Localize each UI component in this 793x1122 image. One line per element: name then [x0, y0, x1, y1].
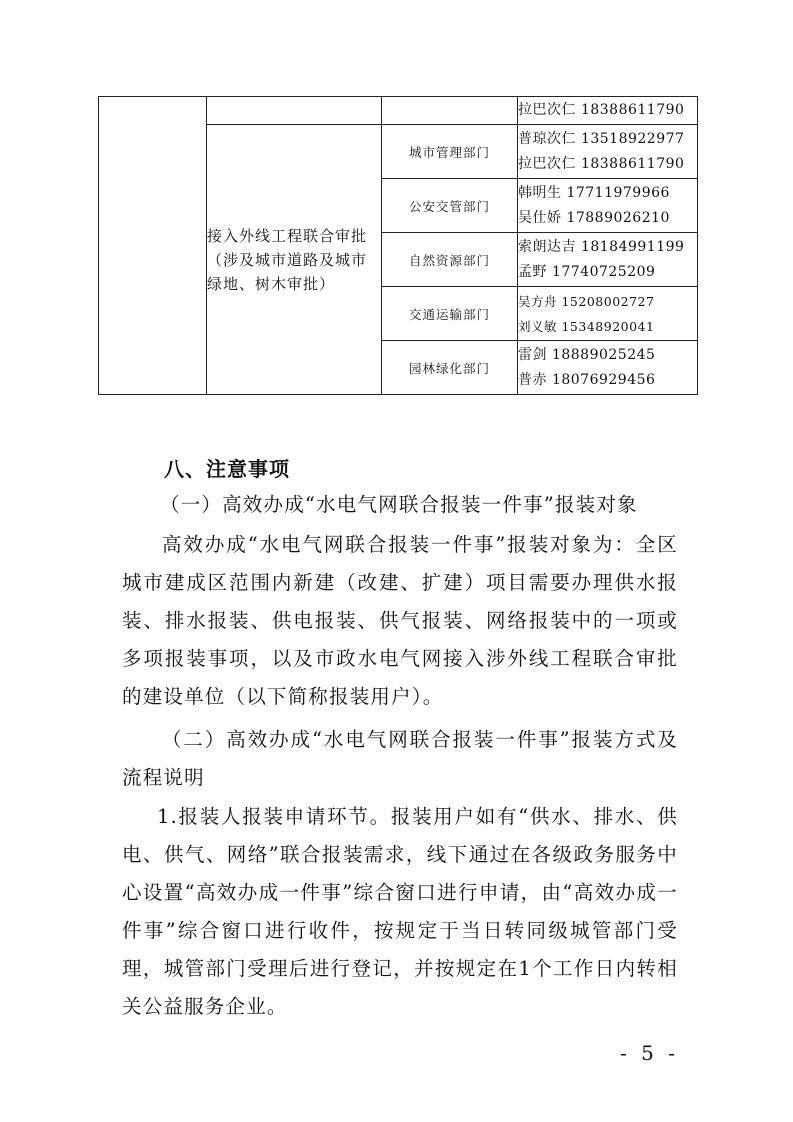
category-cell — [99, 97, 207, 395]
dept-name: 公安交管部门 — [382, 179, 518, 233]
subheading-1: （一）高效办成“水电气网联合报装一件事”报装对象 — [160, 493, 638, 516]
paragraph-2: 1.报装人报装申请环节。报装用户如有“供水、排水、供电、供气、网络”联合报装需求，线下通过在各级政务服务中心设置“高效办成一件事”综合窗口进行申请，由“高效办成一件事”综合窗口进行收件，按规定于当日转同级城管部门受理，城管部门受理后进行登记，并按规定在1个工作日内转相关公益服务企业。 — [122, 805, 678, 1018]
contact-line: 韩明生 17711979966 — [518, 184, 670, 201]
contacts-table — [98, 96, 698, 395]
contact-line: 普琼次仁 13518922977 — [518, 130, 685, 147]
contact-line: 雷剑 18889025245 — [518, 346, 656, 363]
section-heading: 八、注意事项 — [164, 457, 290, 481]
table-row — [99, 97, 698, 125]
item-cell: 接入外线工程联合审批（涉及城市道路及城市绿地、树木审批） — [207, 125, 382, 395]
contact-cell — [518, 125, 698, 179]
contact-cell — [518, 179, 698, 233]
contact-cell — [518, 97, 698, 125]
contact-line: 普赤 18076929456 — [518, 371, 656, 388]
paragraph-1: 高效办成“水电气网联合报装一件事”报装对象为：全区城市建成区范围内新建（改建、扩建）项目需要办理供水报装、排水报装、供电报装、供气报装、网络报装中的一项或多项报装事项，以及市政水电气网接入涉外线工程联合审批的建设单位（以下简称报装用户）。 — [122, 533, 678, 708]
contact-line: 拉巴次仁 18388611790 — [518, 102, 685, 118]
contact-line: 拉巴次仁 18388611790 — [518, 155, 685, 172]
dept-name: 园林绿化部门 — [382, 341, 518, 395]
dept-name: 城市管理部门 — [382, 125, 518, 179]
contact-line: 索朗达吉 18184991199 — [518, 238, 685, 255]
contact-cell — [518, 341, 698, 395]
dept-cell-prev — [382, 97, 518, 125]
contact-line: 孟野 17740725209 — [518, 263, 656, 280]
contact-cell — [518, 287, 698, 341]
contact-line: 吴方舟 15208002727 — [518, 293, 655, 309]
dept-name: 自然资源部门 — [382, 233, 518, 287]
contact-cell — [518, 233, 698, 287]
dept-name: 交通运输部门 — [382, 287, 518, 341]
subheading-2: （二）高效办成“水电气网联合报装一件事”报装方式及流程说明 — [122, 728, 678, 789]
contact-line: 吴仕娇 17889026210 — [518, 209, 670, 226]
contact-line: 刘义敏 15348920041 — [518, 318, 655, 334]
item-cell-prev — [207, 97, 382, 125]
page-number: - 5 - — [620, 1041, 679, 1065]
